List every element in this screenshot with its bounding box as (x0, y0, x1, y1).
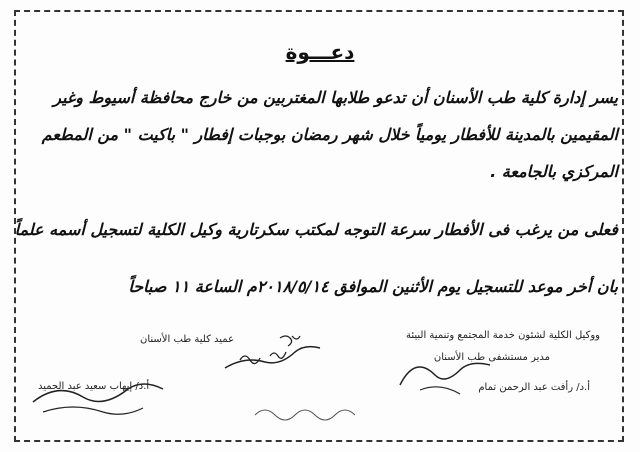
faint-stamp-scribble (250, 395, 360, 425)
vice-dean-name: أ.د/ رأفت عبد الرحمن تمام (478, 382, 590, 393)
dean-title: عميد كلية طب الأسنان (140, 334, 235, 345)
vice-dean-title: ووكيل الكلية لشئون خدمة المجتمع وتنمية البيئة (406, 330, 600, 341)
body-line-3: المركزي بالجامعة . (490, 162, 618, 181)
dean-name: أ.د/ إيهاب سعيد عبد الحميد (38, 381, 150, 392)
vice-dean-signature (390, 350, 500, 400)
body-line-1: يسر إدارة كلية طب الأسنان أن تدعو طلابها المغتربين من خارج محافظة أسيوط وغير (53, 88, 618, 107)
handwritten-note (220, 330, 330, 380)
body-line-4: فعلى من يرغب فى الأفطار سرعة التوجه لمكتب سكرتارية وكيل الكلية لتسجيل أسمه علماً (14, 220, 618, 239)
body-line-5: بان أخر موعد للتسجيل يوم الأثنين الموافق ٢٠١٨/٥/١٤م الساعة ١١ صباحاً (128, 277, 618, 296)
page-title: دعـــوة (285, 40, 355, 64)
dean-signature (28, 372, 168, 422)
body-line-2: المقيمين بالمدينة للأفطار يومياً خلال شهر رمضان بوجبات إفطار " باكيت " من المطعم (41, 125, 618, 144)
hospital-director-title: مدير مستشفى طب الأسنان (433, 352, 550, 363)
